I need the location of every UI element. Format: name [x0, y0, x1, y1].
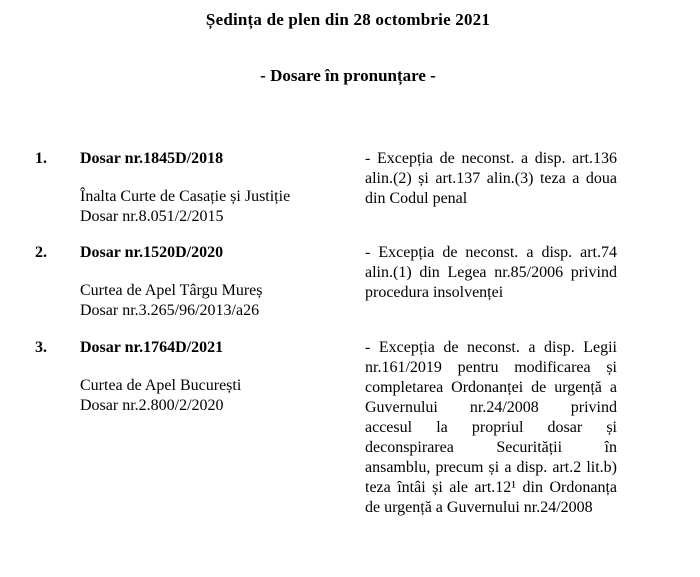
case-left-column	[80, 149, 365, 227]
case-file-title: Dosar nr.1845D/2018	[80, 150, 224, 167]
court-case-number: Dosar nr.8.051/2/2015	[80, 208, 224, 225]
case-number: 3.	[35, 339, 47, 356]
court-name: Curtea de Apel Târgu Mureș	[80, 282, 263, 299]
exception-line: - Excepția de neconst. a disp. art.136	[365, 150, 617, 167]
exception-line: Guvernului nr.24/2008 privind	[365, 399, 617, 416]
exception-text	[365, 149, 617, 209]
exception-line: alin.(2) și art.137 alin.(3) teza a doua	[365, 170, 617, 187]
court-block	[80, 187, 355, 227]
exception-text	[365, 243, 617, 303]
exception-line: deconspirarea Securității în	[365, 439, 617, 456]
exception-line: accesul la propriul dosar și	[365, 419, 617, 436]
exception-line: ansamblu, precum și a disp. art.2 lit.b)	[365, 459, 617, 476]
exception-line: nr.161/2019 pentru modificarea și	[365, 359, 617, 376]
court-block	[80, 376, 355, 416]
court-case-number: Dosar nr.2.800/2/2020	[80, 397, 224, 414]
court-name: Înalta Curte de Casație și Justiție	[80, 188, 291, 205]
exception-line: - Excepția de neconst. a disp. Legii	[365, 339, 617, 356]
case-row	[35, 338, 617, 518]
case-number: 1.	[35, 150, 47, 167]
case-file-title: Dosar nr.1520D/2020	[80, 244, 224, 261]
case-file-title: Dosar nr.1764D/2021	[80, 339, 224, 356]
exception-line: - Excepția de neconst. a disp. art.74	[365, 244, 617, 261]
document-subtitle: - Dosare în pronunțare -	[260, 66, 436, 85]
case-row	[35, 149, 617, 227]
exception-line: din Codul penal	[365, 190, 468, 207]
exception-text	[365, 338, 617, 518]
document-title: Ședința de plen din 28 octombrie 2021	[205, 10, 491, 29]
case-left-column	[80, 243, 365, 321]
exception-line: de urgență a Guvernului nr.24/2008	[365, 499, 593, 516]
exception-line: completarea Ordonanței de urgență a	[365, 379, 617, 396]
exception-line: procedura insolvenței	[365, 284, 504, 301]
exception-line: teza întâi și ale art.12¹ din Ordonanța	[365, 479, 617, 496]
case-left-column	[80, 338, 365, 416]
court-case-number: Dosar nr.3.265/96/2013/a26	[80, 302, 260, 319]
court-block	[80, 281, 355, 321]
case-number: 2.	[35, 244, 47, 261]
exception-line: alin.(1) din Legea nr.85/2006 privind	[365, 264, 617, 281]
case-row	[35, 243, 617, 321]
court-name: Curtea de Apel București	[80, 377, 242, 394]
